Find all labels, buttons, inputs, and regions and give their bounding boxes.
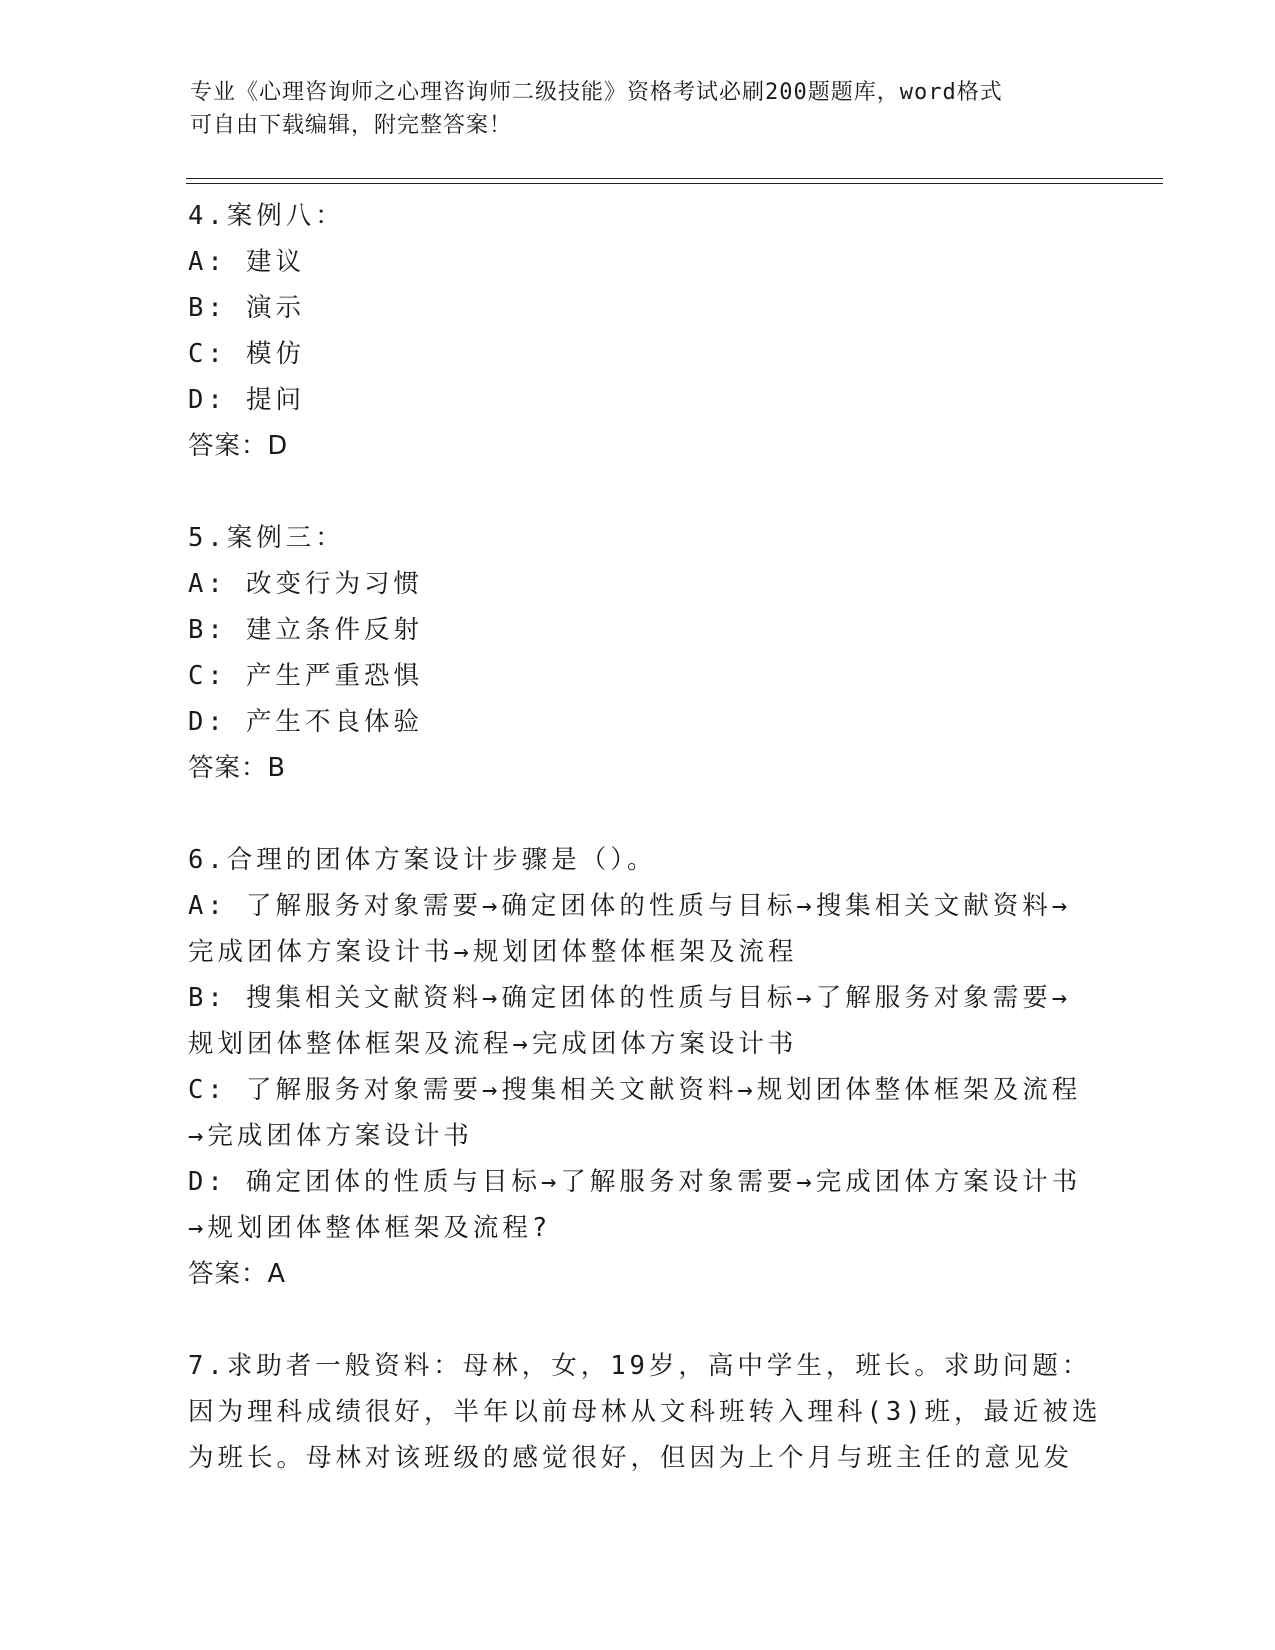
question-5 bbox=[188, 515, 1088, 791]
header-divider-bottom bbox=[186, 183, 1163, 184]
option-d-line-1: D: 确定团体的性质与目标→了解服务对象需要→完成团体方案设计书 bbox=[188, 1167, 1082, 1197]
option-c-line-2: →完成团体方案设计书 bbox=[188, 1121, 473, 1151]
question-list bbox=[188, 193, 1102, 1481]
header-divider-top bbox=[186, 178, 1163, 179]
option-a-line-1: A: 了解服务对象需要→确定团体的性质与目标→搜集相关文献资料→ bbox=[188, 891, 1072, 921]
option-b-line-1: B: 搜集相关文献资料→确定团体的性质与目标→了解服务对象需要→ bbox=[188, 983, 1072, 1013]
option-a: A: 改变行为习惯 bbox=[188, 569, 424, 599]
question-4 bbox=[188, 193, 1088, 469]
answer: 答案：A bbox=[188, 1259, 286, 1289]
document-header bbox=[190, 76, 1090, 142]
option-a-line-2: 完成团体方案设计书→规划团体整体框架及流程 bbox=[188, 937, 798, 967]
option-c: C: 模仿 bbox=[188, 339, 306, 369]
option-d-line-2: →规划团体整体框架及流程? bbox=[188, 1213, 552, 1243]
answer: 答案：D bbox=[188, 431, 289, 461]
option-b: B: 建立条件反射 bbox=[188, 615, 424, 645]
question-text-line-2: 因为理科成绩很好，半年以前母林从文科班转入理科(3)班，最近被选 bbox=[188, 1397, 1102, 1427]
question-text-line-1: 7.求助者一般资料：母林，女，19岁，高中学生，班长。求助问题： bbox=[188, 1351, 1092, 1381]
header-line-2: 可自由下载编辑，附完整答案！ bbox=[190, 113, 513, 138]
option-c-line-1: C: 了解服务对象需要→搜集相关文献资料→规划团体整体框架及流程 bbox=[188, 1075, 1082, 1105]
question-title: 5.案例三： bbox=[188, 523, 345, 553]
question-title: 4.案例八： bbox=[188, 201, 345, 231]
option-c: C: 产生严重恐惧 bbox=[188, 661, 424, 691]
option-d: D: 产生不良体验 bbox=[188, 707, 424, 737]
question-6 bbox=[188, 837, 1088, 1297]
option-b: B: 演示 bbox=[188, 293, 306, 323]
option-d: D: 提问 bbox=[188, 385, 306, 415]
question-7 bbox=[188, 1343, 1102, 1481]
header-line-1: 专业《心理咨询师之心理咨询师二级技能》资格考试必刷200题题库，word格式 bbox=[190, 80, 1003, 105]
option-a: A: 建议 bbox=[188, 247, 306, 277]
option-b-line-2: 规划团体整体框架及流程→完成团体方案设计书 bbox=[188, 1029, 798, 1059]
answer: 答案：B bbox=[188, 753, 286, 783]
question-text-line-3: 为班长。母林对该班级的感觉很好，但因为上个月与班主任的意见发 bbox=[188, 1443, 1074, 1473]
question-title: 6.合理的团体方案设计步骤是（）。 bbox=[188, 845, 657, 875]
